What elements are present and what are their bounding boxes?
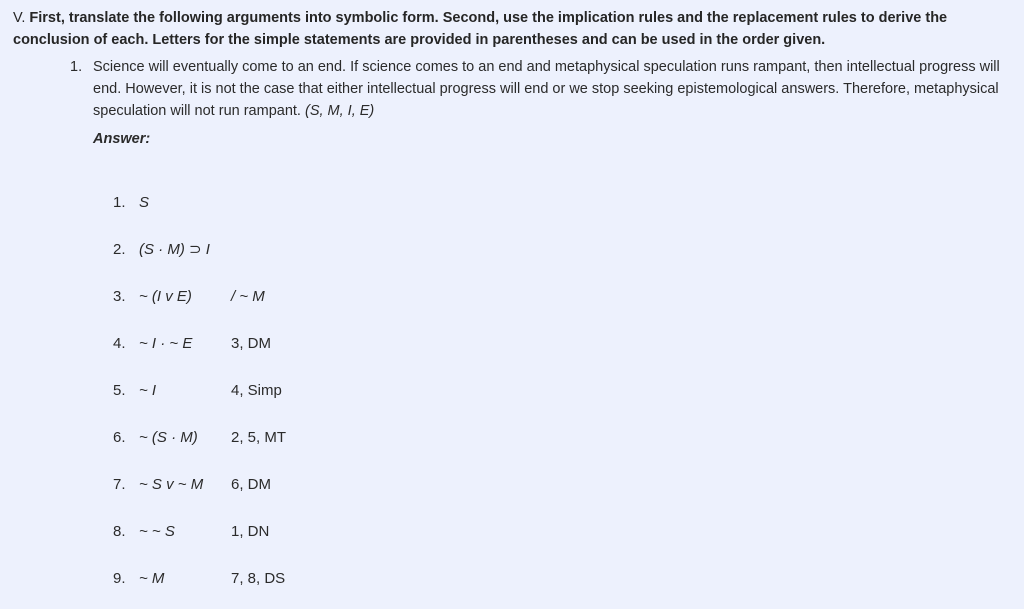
line-number: 4. <box>113 335 126 352</box>
line-justification: 6, DM <box>231 476 272 493</box>
line-justification: 7, 8, DS <box>231 570 286 587</box>
line-justification: 4, Simp <box>231 382 282 399</box>
problem-number: 1. <box>70 59 83 75</box>
line-formula: ~ M <box>139 570 165 587</box>
line-formula: ~ ~ S <box>139 523 175 540</box>
proof-line <box>113 192 513 239</box>
proof-line <box>113 333 513 380</box>
line-formula: ~ (S · M) <box>139 429 198 446</box>
answer-label: Answer: <box>93 131 151 147</box>
line-number: 3. <box>113 288 126 305</box>
proof-line <box>113 286 513 333</box>
proof-line <box>113 427 513 474</box>
line-number: 7. <box>113 476 126 493</box>
line-formula: S <box>139 194 150 211</box>
line-formula: ~ I · ~ E <box>139 335 193 352</box>
line-conclusion: / ~ M <box>231 288 265 305</box>
problem-text: Science will eventually come to an end. If science comes to an end and metaphysical speculation runs rampant, then intellectual progress will end. However, it is not the case that either intellectual progress will end or we stop seeking epistemological answers. Therefore, metaphysical speculation will not run rampant. <box>93 59 1000 119</box>
line-justification: 2, 5, MT <box>231 429 287 446</box>
line-formula: (S · M) ⊃ I <box>139 241 210 258</box>
proof-line <box>113 568 513 609</box>
line-number: 6. <box>113 429 126 446</box>
problem-text-block <box>93 56 1020 122</box>
problem-letters: (S, M, I, E) <box>304 103 375 119</box>
line-number: 2. <box>113 241 126 258</box>
section-number: V. <box>13 10 26 26</box>
line-justification: 1, DN <box>231 523 270 540</box>
proof-line <box>113 380 513 427</box>
line-formula: ~ I <box>139 382 157 399</box>
proof-line <box>113 239 513 286</box>
line-number: 9. <box>113 570 126 587</box>
proof <box>113 192 513 609</box>
proof-line <box>113 474 513 521</box>
problem-statement <box>70 56 1020 122</box>
section-instructions: First, translate the following arguments into symbolic form. Second, use the implication rules and the replacement rules to derive the conclusion of each. Letters for the simple statements are provided in parentheses and can be used in the order given. <box>13 10 948 48</box>
line-number: 1. <box>113 194 126 211</box>
line-formula: ~ (I v E) <box>139 288 192 305</box>
section-heading <box>13 7 1008 51</box>
line-number: 8. <box>113 523 126 540</box>
line-number: 5. <box>113 382 126 399</box>
proof-line <box>113 521 513 568</box>
line-formula: ~ S v ~ M <box>139 476 204 493</box>
line-justification: 3, DM <box>231 335 272 352</box>
